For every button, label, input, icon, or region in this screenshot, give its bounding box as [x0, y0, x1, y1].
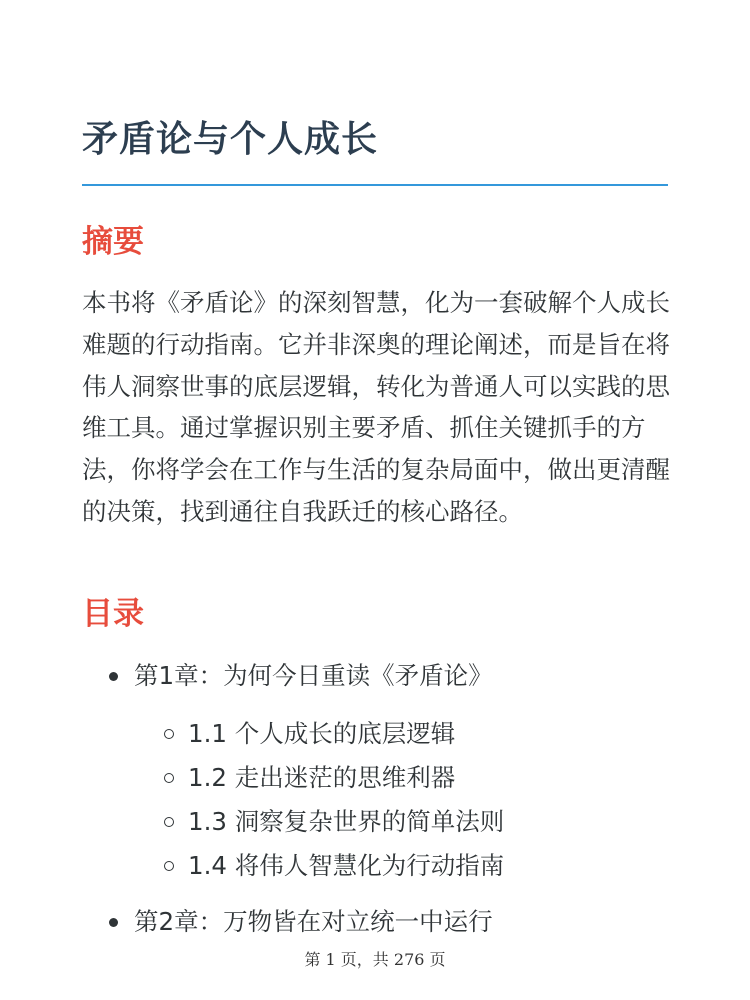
- toc-chapter-label: 第2章：万物皆在对立统一中运行: [134, 907, 493, 936]
- bullet-circle-icon: [164, 861, 174, 871]
- toc-section-1-4[interactable]: [82, 844, 682, 888]
- toc-section-1-2[interactable]: [82, 756, 682, 800]
- bullet-disc-icon: [109, 918, 118, 927]
- page-number-footer: 第 1 页，共 276 页: [304, 950, 446, 969]
- toc-section-1-1[interactable]: [82, 712, 682, 756]
- toc-section-1-3[interactable]: [82, 800, 682, 844]
- toc-chapter-2[interactable]: [82, 900, 682, 944]
- toc-chapter-1[interactable]: [82, 654, 682, 698]
- toc-section-label: 1.1 个人成长的底层逻辑: [188, 719, 456, 748]
- toc-heading: 目录: [82, 596, 144, 632]
- bullet-circle-icon: [164, 729, 174, 739]
- bullet-circle-icon: [164, 817, 174, 827]
- toc-section-label: 1.3 洞察复杂世界的简单法则: [188, 807, 505, 836]
- document-title: 矛盾论与个人成长: [82, 119, 379, 160]
- title-divider: [82, 184, 668, 186]
- toc-chapter-label: 第1章：为何今日重读《矛盾论》: [134, 661, 493, 690]
- toc-section-label: 1.2 走出迷茫的思维利器: [188, 763, 456, 792]
- abstract-paragraph: 本书将《矛盾论》的深刻智慧，化为一套破解个人成长难题的行动指南。它并非深奥的理论阐述，而是旨在将伟人洞察世事的底层逻辑，转化为普通人可以实践的思维工具。通过掌握识别主要矛盾、抓住关键抓手的方法，你将学会在工作与生活的复杂局面中，做出更清醒的决策，找到通往自我跃迁的核心路径。: [82, 288, 670, 526]
- abstract-heading: 摘要: [82, 224, 144, 260]
- toc-section-label: 1.4 将伟人智慧化为行动指南: [188, 851, 505, 880]
- bullet-disc-icon: [109, 672, 118, 681]
- bullet-circle-icon: [164, 773, 174, 783]
